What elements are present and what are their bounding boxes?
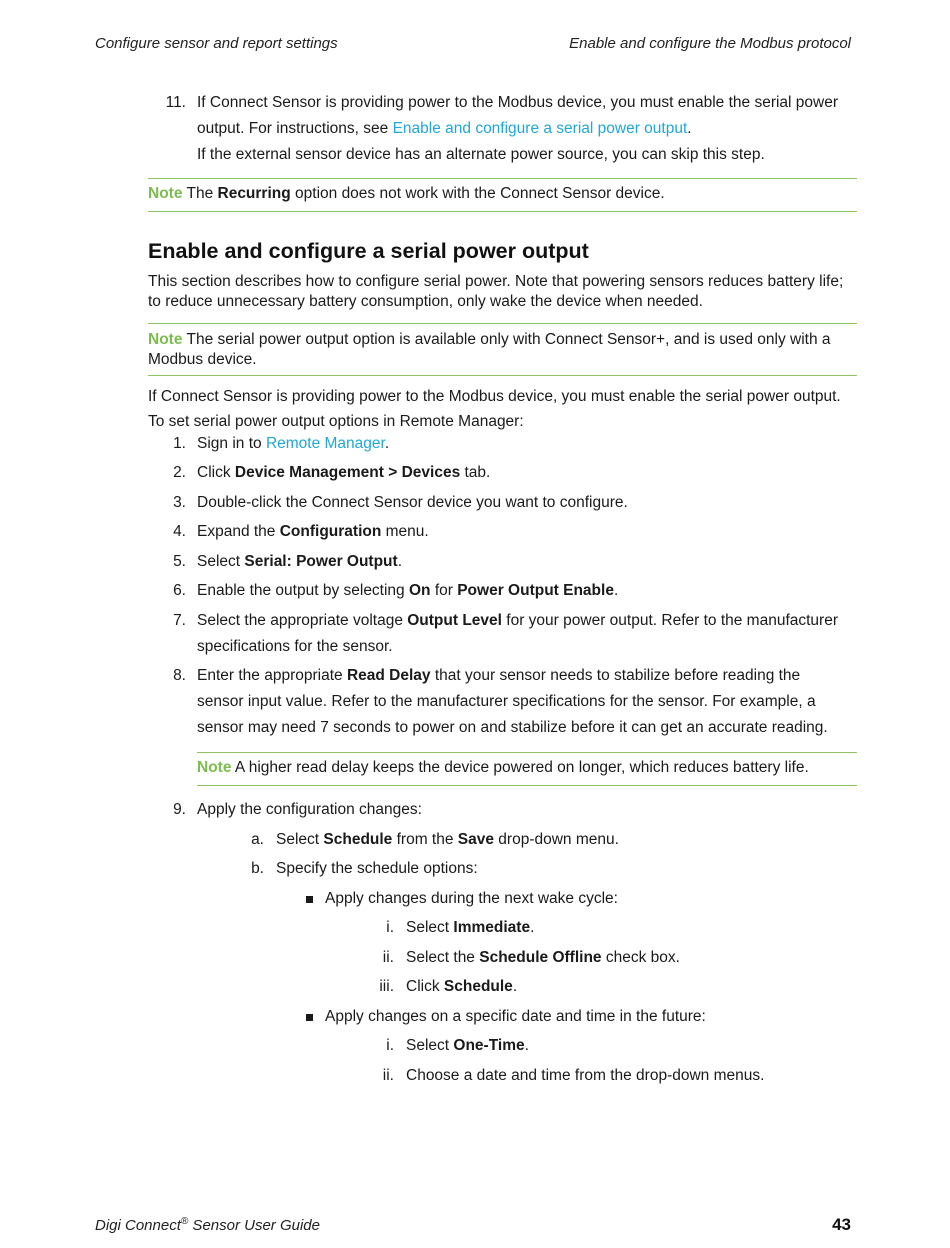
step-number: 1. xyxy=(173,435,186,452)
note-read-delay: Note A higher read delay keeps the device powered on longer, which reduces battery life. xyxy=(197,759,809,776)
bullet-square-icon xyxy=(306,1014,313,1021)
serial-power-output-link[interactable]: Enable and configure a serial power output xyxy=(392,120,688,137)
note-rule-bottom xyxy=(148,375,857,376)
paragraph: To set serial power output options in Remote Manager: xyxy=(148,413,524,430)
page-number: 43 xyxy=(832,1215,851,1234)
roman-item-text: Choose a date and time from the drop-down menus. xyxy=(406,1067,765,1084)
bullet-text: Apply changes on a specific date and time in the future: xyxy=(325,1008,706,1025)
section-heading-wrap xyxy=(148,239,589,264)
note-rule-top xyxy=(148,323,857,324)
roman-item-text: Select the Schedule Offline check box. xyxy=(406,949,680,966)
remote-manager-link[interactable]: Remote Manager xyxy=(265,435,385,452)
note-rule-top xyxy=(197,752,857,753)
running-header-right: Enable and configure the Modbus protocol xyxy=(569,35,851,52)
paragraph: If Connect Sensor is providing power to the Modbus device, you must enable the serial power output. xyxy=(148,388,841,405)
step-11-line-3: If the external sensor device has an alternate power source, you can skip this step. xyxy=(197,146,765,163)
step-11-line-2: output. For instructions, see Enable and configure a serial power output. xyxy=(197,120,692,137)
step-11-line-1: If Connect Sensor is providing power to the Modbus device, you must enable the serial power xyxy=(197,94,839,111)
substep-letter: a. xyxy=(251,831,264,848)
note-rule-top xyxy=(148,178,857,179)
step-number: 9. xyxy=(173,801,186,818)
roman-item-text: Click Schedule. xyxy=(406,978,518,995)
step-4-text: Expand the Configuration menu. xyxy=(197,523,429,540)
running-header-left: Configure sensor and report settings xyxy=(95,35,338,52)
note-recurring: Note The Recurring option does not work with the Connect Sensor device. xyxy=(148,185,665,202)
step-1-text: Sign in to Remote Manager. xyxy=(197,435,390,452)
roman-numeral: i. xyxy=(386,919,394,936)
step-number: 3. xyxy=(173,494,186,511)
step-6-text: Enable the output by selecting On for Power Output Enable. xyxy=(197,582,619,599)
step-number: 2. xyxy=(173,464,186,481)
section-heading: Enable and configure a serial power output xyxy=(148,239,589,263)
substep-a-text: Select Schedule from the Save drop-down menu. xyxy=(276,831,619,848)
bullet-square-icon xyxy=(306,896,313,903)
step-11-text xyxy=(197,90,867,168)
roman-numeral: iii. xyxy=(379,978,394,995)
note-rule-bottom xyxy=(197,785,857,786)
roman-numeral: ii. xyxy=(382,1067,394,1084)
substep-b-text: Specify the schedule options: xyxy=(276,860,478,877)
note-label: Note xyxy=(148,331,183,348)
step-9-text: Apply the configuration changes: xyxy=(197,801,422,818)
step-number: 11. xyxy=(165,94,186,111)
note-label: Note xyxy=(197,759,232,776)
step-2-text: Click Device Management > Devices tab. xyxy=(197,464,491,481)
substep-letter: b. xyxy=(251,860,264,877)
step-number: 8. xyxy=(173,667,186,684)
step-number: 7. xyxy=(173,612,186,629)
registered-mark: ® xyxy=(180,1216,189,1227)
note-label: Note xyxy=(148,185,183,202)
step-number: 6. xyxy=(173,582,186,599)
step-8-text: Enter the appropriate Read Delay that your sensor needs to stabilize before reading the sensor input value. Refer to the manufacturer specifications for the sensor. For example, a sensor may need 7 seconds to power on and stabilize before it can get an accurate reading. xyxy=(197,667,828,736)
footer-title: Digi Connect® Sensor User Guide xyxy=(95,1216,320,1234)
section-intro: This section describes how to configure serial power. Note that powering sensors reduces battery life; to reduce unnecessary battery consumption, only wake the device when needed. xyxy=(148,273,844,310)
roman-numeral: ii. xyxy=(382,949,394,966)
step-number: 5. xyxy=(173,553,186,570)
roman-item-text: Select One-Time. xyxy=(406,1037,529,1054)
step-7-text: Select the appropriate voltage Output Level for your power output. Refer to the manufacturer specifications for the sensor. xyxy=(197,612,838,655)
roman-numeral: i. xyxy=(386,1037,394,1054)
roman-item-text: Select Immediate. xyxy=(406,919,535,936)
bullet-text: Apply changes during the next wake cycle: xyxy=(325,890,618,907)
step-number: 4. xyxy=(173,523,186,540)
note-rule-bottom xyxy=(148,211,857,212)
step-5-text: Select Serial: Power Output. xyxy=(197,553,403,570)
step-3-text: Double-click the Connect Sensor device you want to configure. xyxy=(197,494,628,511)
note-serial-power: Note The serial power output option is available only with Connect Sensor+, and is used only with a Modbus device. xyxy=(148,331,831,368)
